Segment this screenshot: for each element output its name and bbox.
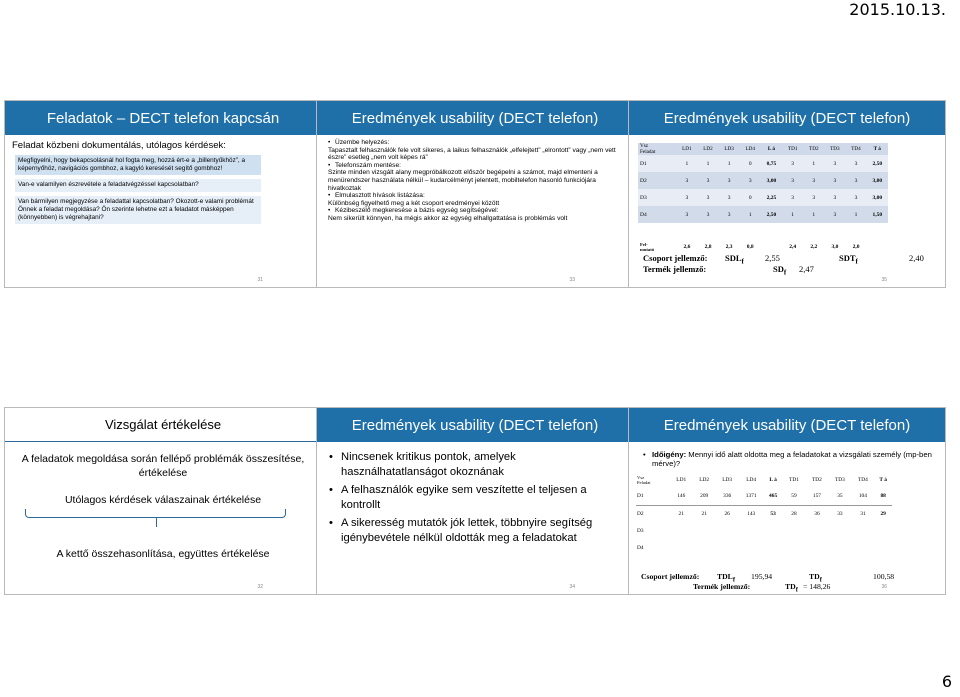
table-cell xyxy=(764,522,783,539)
table-cell: 157 xyxy=(805,488,828,505)
table-row xyxy=(638,206,888,223)
group-stat-label: Csoport jellemző: xyxy=(641,572,700,581)
column-header: T á xyxy=(867,143,888,155)
table-cell: 2,6 xyxy=(676,241,697,253)
column-header: TD4 xyxy=(845,143,866,155)
corner-cell: Vsz Feladat xyxy=(637,475,651,485)
table-cell xyxy=(851,522,874,539)
question-box: Van-e valamilyen észrevétele a feladatvégzéssel kapcsolatban? xyxy=(15,179,261,191)
table-header-row xyxy=(636,472,892,488)
evaluation-step: A feladatok megoldása során fellépő problémák összesítése, értékelése xyxy=(21,453,305,479)
row-label: D4 xyxy=(637,544,644,551)
column-header: TD2 xyxy=(812,477,822,483)
column-header: LD4 xyxy=(746,477,757,483)
td-value: 100,58 xyxy=(873,572,895,581)
question-box: Van bármilyen megjegyzése a feladattal kapcsolatban? Okozott-e valami problémát Önnek a feladat megoldása? Ön szerinte lehetne ezt a feladatot másképpen (könnyebben) is végrehajtani? xyxy=(15,196,261,225)
table-cell: 3 xyxy=(697,206,718,223)
table-cell: 3 xyxy=(803,172,824,189)
table-cell: 3 xyxy=(740,172,761,189)
table-cell: 143 xyxy=(747,510,756,517)
table-cell xyxy=(739,522,764,539)
table-cell: 0 xyxy=(740,155,761,172)
column-header: LD1 xyxy=(676,143,697,155)
tdf-value: = 148,26 xyxy=(803,582,831,591)
table-row xyxy=(636,488,892,505)
table-cell: 104 xyxy=(851,488,874,505)
tdl-value: 195,94 xyxy=(751,572,773,581)
table-cell xyxy=(670,539,693,556)
table-cell: 33 xyxy=(837,510,843,517)
table-cell: 3 xyxy=(803,189,824,206)
table-cell: 3 xyxy=(824,172,845,189)
table-cell xyxy=(761,241,782,253)
slide-subtitle: Feladat közbeni dokumentálás, utólagos kérdések: xyxy=(12,140,226,151)
table-cell: 2,25 xyxy=(761,189,782,206)
question-box: Megfigyelni, hogy bekapcsolásnál hol fogta meg, hozzá ért-e a „billentyűkhöz”, a képernyőhöz, navigációs gombhoz, a kagyló keresését segítő gombhoz! xyxy=(15,155,261,175)
score-table xyxy=(638,143,888,253)
slide-title: Vizsgálat értékelése xyxy=(5,408,321,442)
column-header: LD1 xyxy=(676,477,687,483)
table-cell: 3,0 xyxy=(824,241,845,253)
table-cell: 0,75 xyxy=(761,155,782,172)
time-table xyxy=(636,472,892,556)
table-cell: 1 xyxy=(697,155,718,172)
table-cell: 1 xyxy=(782,206,803,223)
table-cell: 2,8 xyxy=(697,241,718,253)
table-cell xyxy=(874,522,892,539)
slide-number: 36 xyxy=(881,584,887,590)
table-row xyxy=(638,155,888,172)
sdl-value: 2,55 xyxy=(765,253,780,263)
table-cell: 3 xyxy=(845,172,866,189)
table-cell xyxy=(670,522,693,539)
slide-title: Eredmények usability (DECT telefon) xyxy=(629,408,945,442)
group-stat-label: Csoport jellemző: xyxy=(643,253,708,263)
bullet-item: • Kézibeszélő megkeresése a bázis egység segítségével: xyxy=(328,207,623,215)
summary-row xyxy=(638,241,888,253)
table-cell: 1 xyxy=(719,155,740,172)
slide-31-thumbnail[interactable] xyxy=(4,100,322,288)
page-number: 6 xyxy=(941,672,952,691)
table-cell: 3 xyxy=(676,172,697,189)
slide-lead xyxy=(629,442,945,468)
table-cell: 3 xyxy=(824,189,845,206)
column-header: LD3 xyxy=(722,477,733,483)
slide-title: Eredmények usability (DECT telefon) xyxy=(629,101,945,135)
column-header: T á xyxy=(879,477,887,483)
table-cell xyxy=(693,539,716,556)
table-cell: 3 xyxy=(719,206,740,223)
slide-number: 31 xyxy=(257,277,263,283)
header-date: 2015.10.13. xyxy=(849,0,946,19)
column-header: LD2 xyxy=(699,477,710,483)
slide-body xyxy=(317,135,633,223)
slide-title: Feladatok – DECT telefon kapcsán xyxy=(5,101,321,135)
table-cell: 35 xyxy=(828,488,851,505)
table-cell: 2,0 xyxy=(845,241,866,253)
column-header: TD2 xyxy=(803,143,824,155)
table-cell: 21 xyxy=(701,510,707,517)
table-cell: 0,8 xyxy=(740,241,761,253)
sd-stat: $SD_f$ xyxy=(773,264,787,277)
table-cell: 59 xyxy=(783,488,806,505)
table-cell xyxy=(805,522,828,539)
row-label: D2 xyxy=(638,172,676,189)
table-cell xyxy=(716,522,739,539)
row-label: D1 xyxy=(636,488,670,505)
slide-33-thumbnail[interactable] xyxy=(316,100,634,288)
table-cell: 3,00 xyxy=(867,189,888,206)
column-header: LD4 xyxy=(740,143,761,155)
slide-body xyxy=(317,442,633,546)
table-cell: 1,50 xyxy=(867,206,888,223)
column-header: TD3 xyxy=(834,477,845,483)
column-header: L á xyxy=(769,477,777,483)
table-cell: 2,4 xyxy=(782,241,803,253)
bullet-item: • Telefonszám mentése: xyxy=(328,162,623,170)
table-row xyxy=(638,172,888,189)
table-cell: 29 xyxy=(880,510,886,517)
table-cell: 2,3 xyxy=(719,241,740,253)
table-cell: 26 xyxy=(724,510,730,517)
evaluation-step: A kettő összehasonlítása, együttes értékelése xyxy=(56,548,270,560)
table-cell: 1 xyxy=(740,206,761,223)
row-label: D3 xyxy=(638,189,676,206)
bullet-item: • Időigény: Mennyi idő alatt oldotta meg a feladatokat a vizsgálati személy (mp-ben mérve)? xyxy=(643,450,933,468)
bullet-text: Szinte minden vizsgált alany megpróbálkozott először begépelni a számot, majd elmenteni a menürendszer használata nélkül – kudarcélményt jelentett, mobiltelefon hasonló funkciójára hivatkoztak xyxy=(328,169,598,192)
table-cell: 1 xyxy=(845,206,866,223)
table-cell xyxy=(764,539,783,556)
bullet-text: Tapasztalt felhasználók fele volt sikeres, a laikus felhasználók „elfelejtett” „elrontott” vagy „nem vett észre” esetleg „nem volt képes rá” xyxy=(328,146,616,162)
column-header: TD4 xyxy=(857,477,868,483)
sdt-stat: $SDT_f$ xyxy=(839,253,858,266)
bullet-text: Különbség figyelhető meg a két csoport eredményei között xyxy=(328,199,500,207)
sdl-stat: $SDL_f$ xyxy=(725,253,744,266)
row-label: D1 xyxy=(638,155,676,172)
table-cell xyxy=(783,522,806,539)
table-cell: 53 xyxy=(770,510,776,517)
column-header: LD3 xyxy=(719,143,740,155)
table-cell: 3,00 xyxy=(867,172,888,189)
slide-number: 34 xyxy=(569,584,575,590)
column-header: TD3 xyxy=(824,143,845,155)
table-cell: 3 xyxy=(719,172,740,189)
table-cell xyxy=(805,539,828,556)
table-cell xyxy=(783,539,806,556)
table-cell: 3 xyxy=(824,155,845,172)
table-row xyxy=(636,505,892,522)
table-cell: 3 xyxy=(697,189,718,206)
table-cell xyxy=(874,539,892,556)
table-cell: 3 xyxy=(824,206,845,223)
corner-cell: Vsz Feladat xyxy=(638,143,676,155)
table-cell: 0 xyxy=(740,189,761,206)
table-cell xyxy=(716,539,739,556)
bullet-item: • A felhasználók egyike sem veszítette el teljesen a kontrollt xyxy=(329,483,619,512)
table-cell: 2,50 xyxy=(761,206,782,223)
slide-35-thumbnail[interactable] xyxy=(628,100,946,288)
table-row xyxy=(636,522,892,539)
table-cell: 3 xyxy=(676,189,697,206)
table-header-row xyxy=(638,143,888,155)
slide-36-thumbnail[interactable] xyxy=(628,407,946,595)
table-cell: 21 xyxy=(678,510,684,517)
table-cell: 3 xyxy=(782,189,803,206)
table-cell xyxy=(693,522,716,539)
tdf-stat: $TD_f$ xyxy=(785,582,798,594)
table-row xyxy=(636,539,892,556)
table-cell xyxy=(851,539,874,556)
table-cell: 465 xyxy=(764,488,783,505)
evaluation-step: Utólagos kérdések válaszainak értékelése xyxy=(64,494,262,506)
slide-32-thumbnail[interactable] xyxy=(4,407,322,595)
table-cell: 3 xyxy=(719,189,740,206)
td-stat: $TD_f$ xyxy=(809,572,822,584)
row-label: D2 xyxy=(637,510,644,517)
bullet-item: • Elmulasztott hívások listázása: xyxy=(328,192,623,200)
table-cell xyxy=(828,539,851,556)
table-cell xyxy=(867,241,888,253)
slide-34-thumbnail[interactable] xyxy=(316,407,634,595)
table-cell: 3 xyxy=(782,172,803,189)
table-cell: 3 xyxy=(782,155,803,172)
sdt-value: 2,40 xyxy=(909,253,924,263)
slide-title: Eredmények usability (DECT telefon) xyxy=(317,408,633,442)
table-cell: 31 xyxy=(860,510,866,517)
table-cell: 336 xyxy=(716,488,739,505)
slide-number: 33 xyxy=(569,277,575,283)
table-cell: 1 xyxy=(803,206,824,223)
sd-value: 2,47 xyxy=(799,264,814,274)
product-stat-label: Termék jellemző: xyxy=(643,264,707,274)
table-cell: 146 xyxy=(670,488,693,505)
slide-title: Eredmények usability (DECT telefon) xyxy=(317,101,633,135)
slide-number: 32 xyxy=(257,584,263,590)
slide-number: 35 xyxy=(881,277,887,283)
row-label: D3 xyxy=(637,527,644,534)
bullet-text: Nem sikerült könnyen, ha mégis akkor az egység elhallgattatása is problémás volt xyxy=(328,214,568,222)
table-cell: 3 xyxy=(845,155,866,172)
table-row xyxy=(638,189,888,206)
bullet-item: • A sikeresség mutatók jók lettek, többnyire segítség igénybevétele nélkül oldották meg a feladatokat xyxy=(329,516,619,545)
table-cell: 28 xyxy=(791,510,797,517)
table-cell xyxy=(739,539,764,556)
product-stat-label: Termék jellemző: xyxy=(693,582,751,591)
table-cell xyxy=(828,522,851,539)
table-cell: 1 xyxy=(803,155,824,172)
table-cell: 209 xyxy=(693,488,716,505)
table-cell: 1 xyxy=(676,155,697,172)
bullet-item: • Nincsenek kritikus pontok, amelyek használhatatlanságot okoznának xyxy=(329,450,619,479)
column-header: TD1 xyxy=(782,143,803,155)
column-header: L á xyxy=(761,143,782,155)
table-cell: 3 xyxy=(845,189,866,206)
bullet-item: • Üzembe helyezés: xyxy=(328,139,623,147)
table-cell: 1371 xyxy=(739,488,764,505)
table-cell: 88 xyxy=(874,488,892,505)
row-label: D4 xyxy=(638,206,676,223)
table-cell: 3 xyxy=(676,206,697,223)
tdl-stat: $TDL_f$ xyxy=(717,572,735,584)
table-cell: 3 xyxy=(697,172,718,189)
column-header: LD2 xyxy=(697,143,718,155)
table-cell: 2,2 xyxy=(803,241,824,253)
table-cell: 2,50 xyxy=(867,155,888,172)
row-label: Fel- mutató xyxy=(638,241,676,253)
table-cell: 3,00 xyxy=(761,172,782,189)
column-header: TD1 xyxy=(789,477,799,483)
merge-brace xyxy=(25,509,286,527)
table-cell: 36 xyxy=(814,510,820,517)
